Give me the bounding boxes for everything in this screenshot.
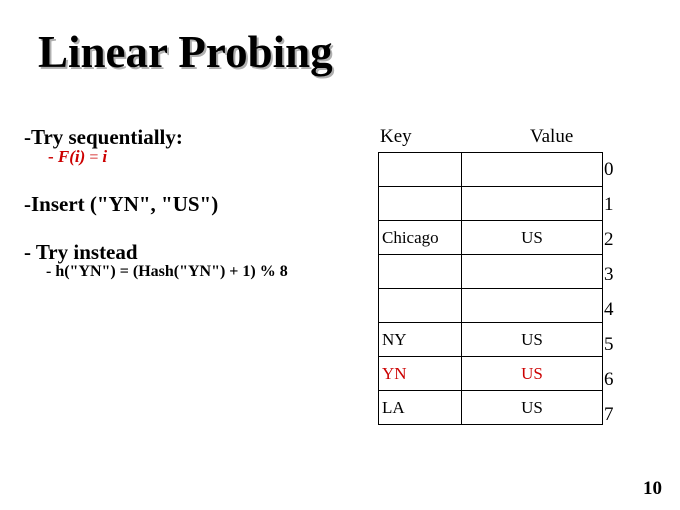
- table-cell-value: [462, 153, 603, 187]
- index-label: 2: [604, 229, 614, 250]
- index-label: 3: [604, 264, 614, 285]
- table-row: [379, 187, 603, 221]
- hash-table: [378, 152, 603, 425]
- bullet-list: [24, 126, 364, 280]
- column-header-key: Key: [380, 126, 412, 147]
- table-row: [379, 289, 603, 323]
- table-cell-value: US: [462, 323, 603, 357]
- column-header-value: Value: [530, 126, 574, 147]
- table-row: [379, 391, 603, 425]
- table-cell-key: YN: [379, 357, 462, 391]
- index-label: 0: [604, 159, 614, 180]
- table-cell-value: US: [462, 221, 603, 255]
- index-label: 5: [604, 334, 614, 355]
- sub-bullet-formula: [48, 148, 364, 167]
- table-cell-key: [379, 187, 462, 221]
- hash-table-area: [378, 126, 603, 425]
- table-cell-key: [379, 289, 462, 323]
- hash-table-header: [378, 126, 590, 152]
- bullet-item-try-instead: - Try instead: [24, 239, 138, 264]
- table-cell-value: US: [462, 391, 603, 425]
- table-row: [379, 153, 603, 187]
- index-label: 6: [604, 369, 614, 390]
- sub-bullet-formula-fi: F(i): [57, 147, 86, 167]
- table-cell-key: Chicago: [379, 221, 462, 255]
- page-title: Linear Probing: [38, 27, 333, 77]
- table-row-highlighted: [379, 357, 603, 391]
- sub-bullet-hash-expression: - h("YN") = (Hash("YN") + 1) % 8: [46, 262, 288, 280]
- index-label: 1: [604, 194, 614, 215]
- table-cell-key: LA: [379, 391, 462, 425]
- page-number: 10: [643, 478, 662, 499]
- table-cell-key: NY: [379, 323, 462, 357]
- table-row: [379, 221, 603, 255]
- table-cell-value: [462, 255, 603, 289]
- sub-bullet-formula-i: i: [102, 147, 108, 167]
- index-label: 4: [604, 299, 614, 320]
- table-cell-value: [462, 187, 603, 221]
- bullet-item-try-sequentially: -Try sequentially:: [24, 125, 183, 149]
- bullet-item-insert: -Insert ("YN", "US"): [24, 191, 219, 216]
- index-column: [604, 152, 614, 432]
- sub-bullet-formula-prefix: -: [48, 147, 58, 167]
- table-cell-key: [379, 153, 462, 187]
- table-cell-value: US: [462, 357, 603, 391]
- hash-table-body: [379, 153, 603, 425]
- index-label: 7: [604, 404, 614, 425]
- table-cell-value: [462, 289, 603, 323]
- sub-bullet-formula-equals: =: [85, 149, 103, 167]
- table-row: [379, 255, 603, 289]
- table-row: [379, 323, 603, 357]
- table-cell-key: [379, 255, 462, 289]
